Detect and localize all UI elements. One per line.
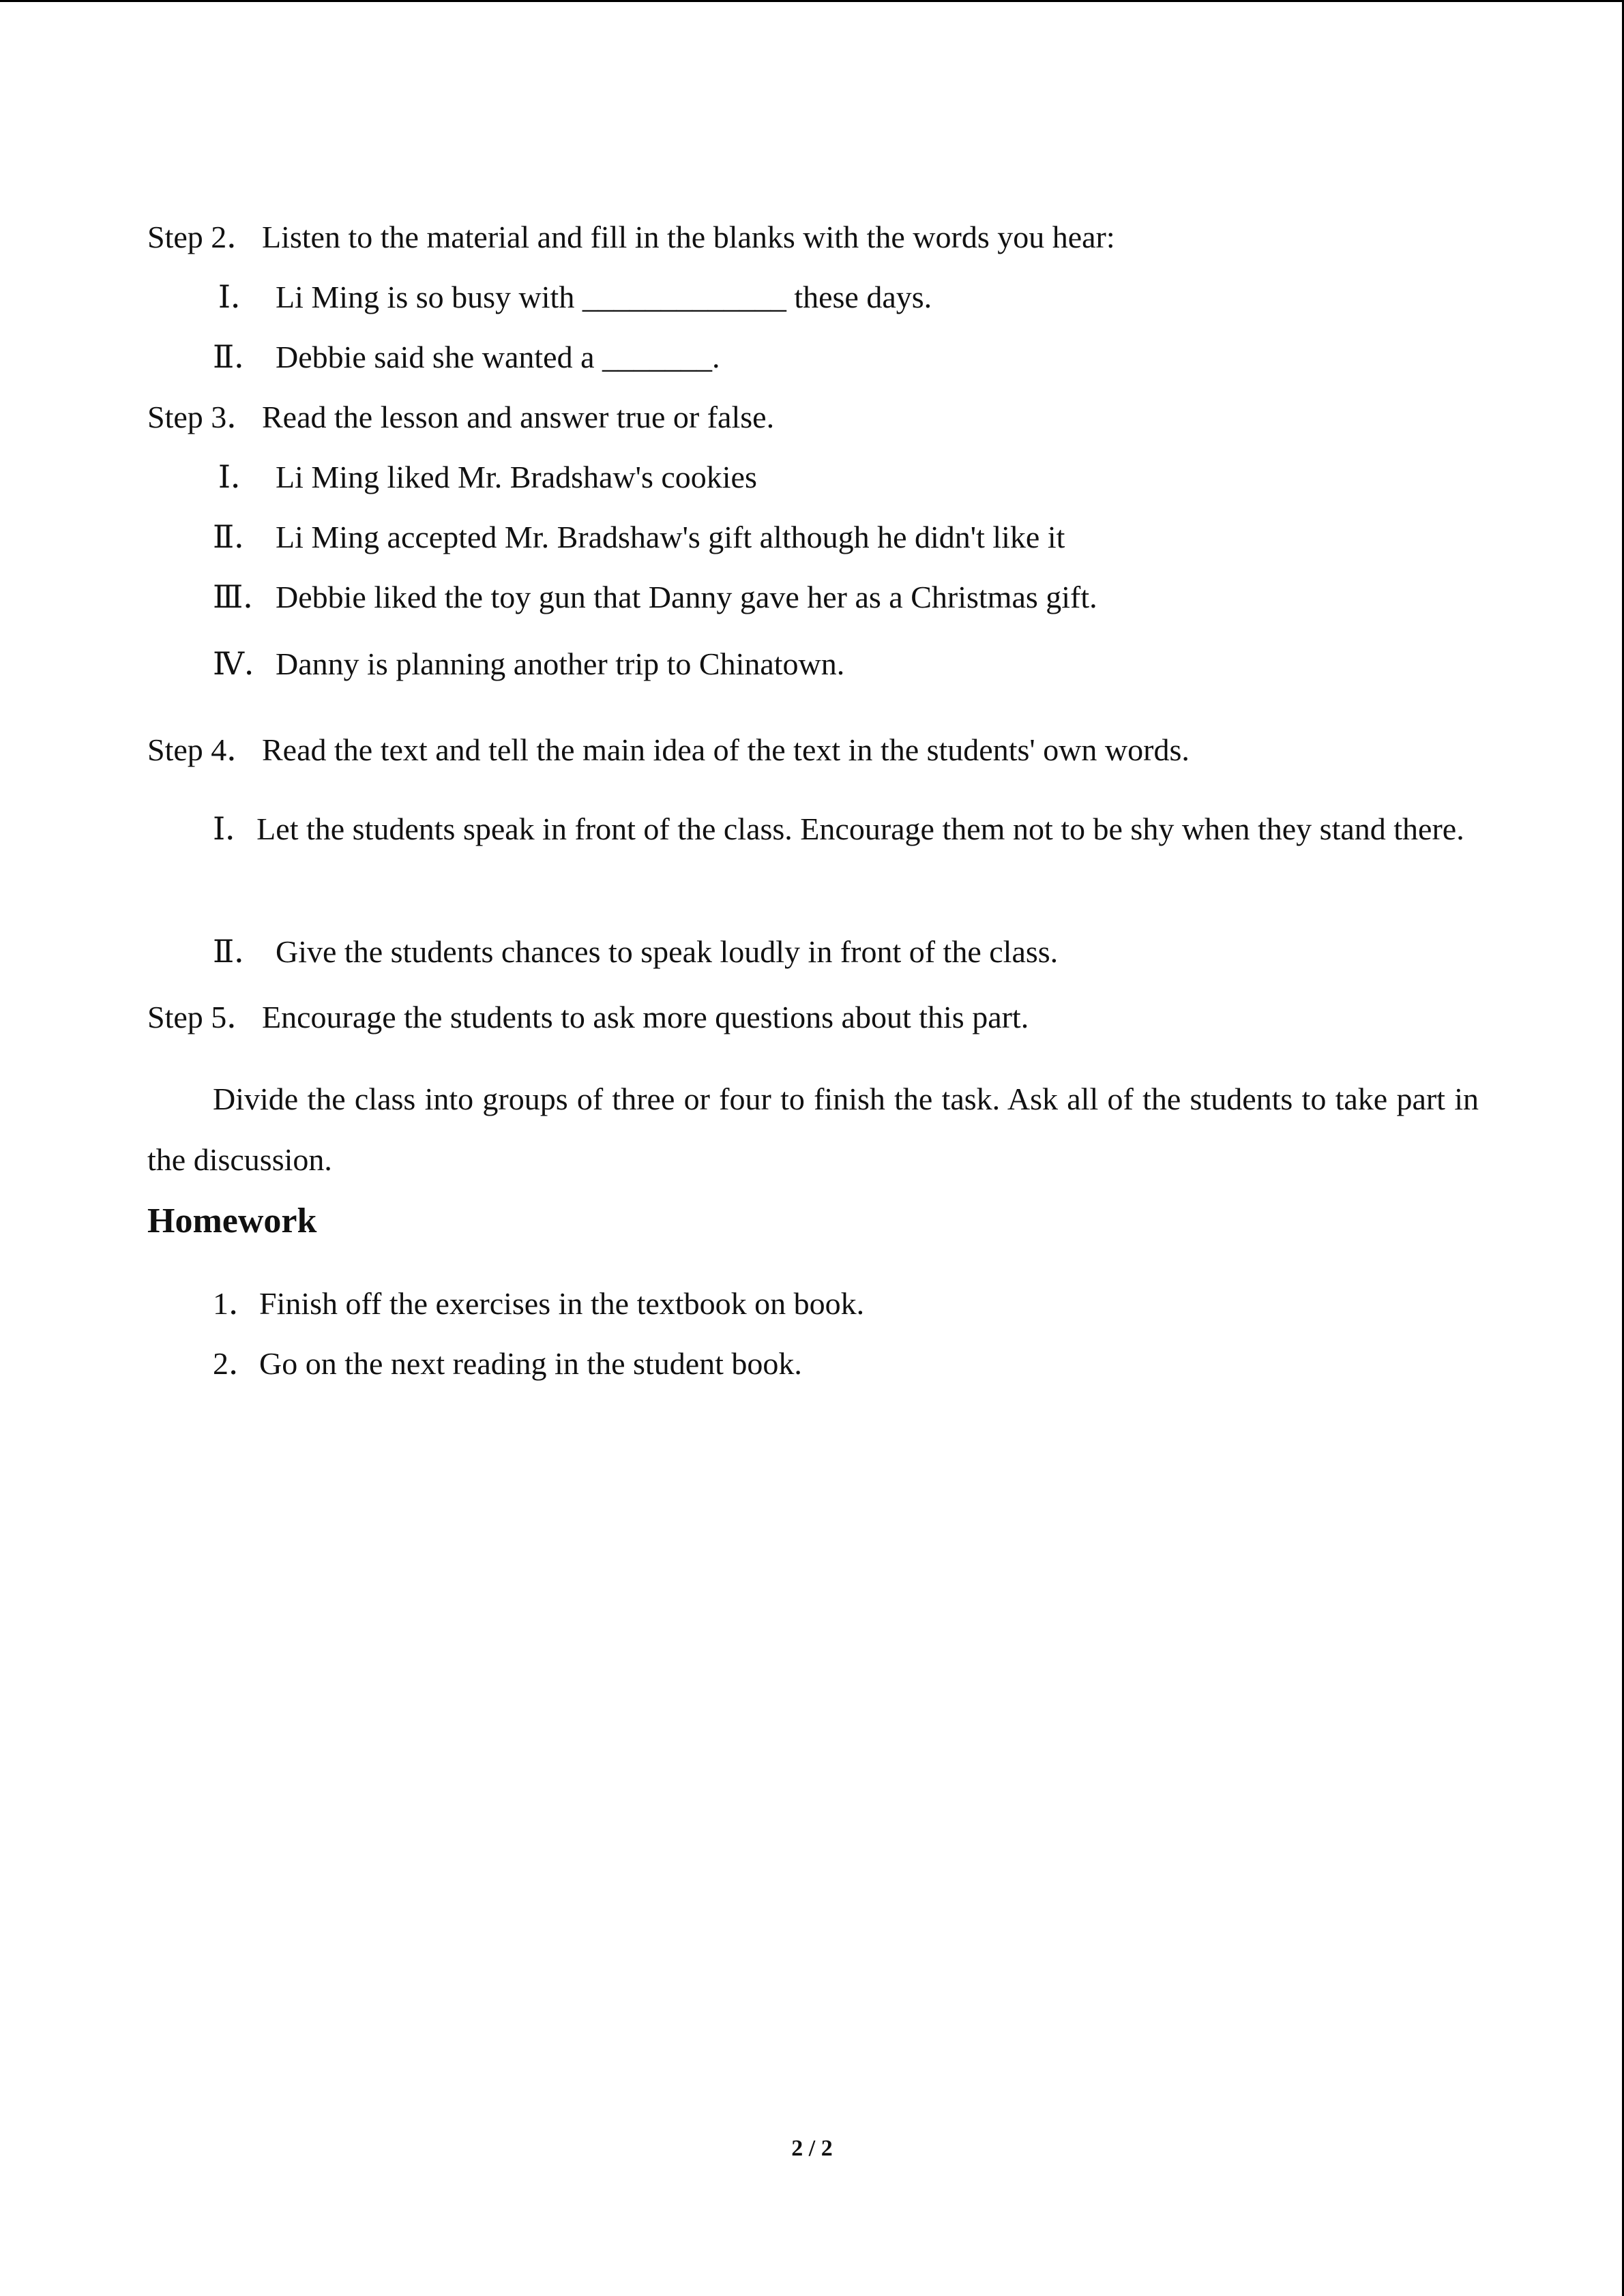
step-2-text: Listen to the material and fill in the blanks with the words you hear: — [262, 220, 1115, 254]
item-text: Let the students speak in front of the class. Encourage them not to be shy when they stand there. — [256, 811, 1464, 846]
homework-item-2 — [213, 1348, 802, 1380]
item-text: Go on the next reading in the student book. — [259, 1346, 802, 1381]
item-text: Finish off the exercises in the textbook on book. — [259, 1286, 865, 1321]
item-text: Li Ming accepted Mr. Bradshaw's gift although he didn't like it — [276, 520, 1065, 554]
step-5-text: Encourage the students to ask more questions about this part. — [262, 1000, 1029, 1034]
step-5-paragraph: Divide the class into groups of three or four to finish the task. Ask all of the students to take part in the discussion. — [147, 1082, 1479, 1177]
item-text: Debbie said she wanted a _______. — [276, 340, 720, 374]
item-label: Ⅰ． — [218, 460, 262, 494]
page-number: 2 / 2 — [791, 2136, 833, 2161]
item-label: Ⅱ． — [213, 934, 266, 969]
item-text: Debbie liked the toy gun that Danny gave her as a Christmas gift. — [276, 580, 1097, 614]
homework-item-1 — [213, 1288, 864, 1320]
step-4-label: Step 4． — [147, 732, 259, 767]
item-label: Ⅲ． — [213, 580, 275, 614]
item-text: Danny is planning another trip to Chinatown. — [276, 646, 845, 681]
step-3-item-4 — [213, 648, 844, 680]
item-label: 1． — [213, 1286, 260, 1321]
item-label: Ⅰ． — [218, 280, 262, 314]
step-4-item-1 — [147, 799, 1479, 859]
item-text: Li Ming liked Mr. Bradshaw's cookies — [276, 460, 757, 494]
step-3-text: Read the lesson and answer true or false. — [262, 400, 775, 434]
step-5-label: Step 5． — [147, 1000, 259, 1034]
step-3-item-3 — [213, 582, 1097, 613]
item-label: Ⅳ． — [213, 646, 276, 681]
item-label: Ⅱ． — [213, 520, 266, 554]
item-text: Li Ming is so busy with _____________ these days. — [276, 280, 932, 314]
step-2-item-2 — [213, 342, 720, 373]
step-2-item-1 — [213, 282, 932, 313]
step-4-item-2 — [213, 936, 1058, 968]
item-label: Ⅰ． — [213, 811, 257, 846]
item-label: 2． — [213, 1346, 260, 1381]
item-text: Give the students chances to speak loudly in front of the class. — [276, 934, 1059, 969]
homework-heading: Homework — [147, 1202, 317, 1240]
step-3-item-1 — [213, 462, 757, 493]
step-4-text: Read the text and tell the main idea of the text in the students' own words. — [262, 732, 1190, 767]
step-3-heading — [147, 402, 774, 433]
item-label: Ⅱ． — [213, 340, 266, 374]
step-4-heading — [147, 734, 1190, 766]
step-2-heading — [147, 222, 1115, 253]
step-5-heading — [147, 1002, 1029, 1033]
step-2-label: Step 2． — [147, 220, 259, 254]
step-3-label: Step 3． — [147, 400, 259, 434]
step-3-item-2 — [213, 522, 1065, 553]
